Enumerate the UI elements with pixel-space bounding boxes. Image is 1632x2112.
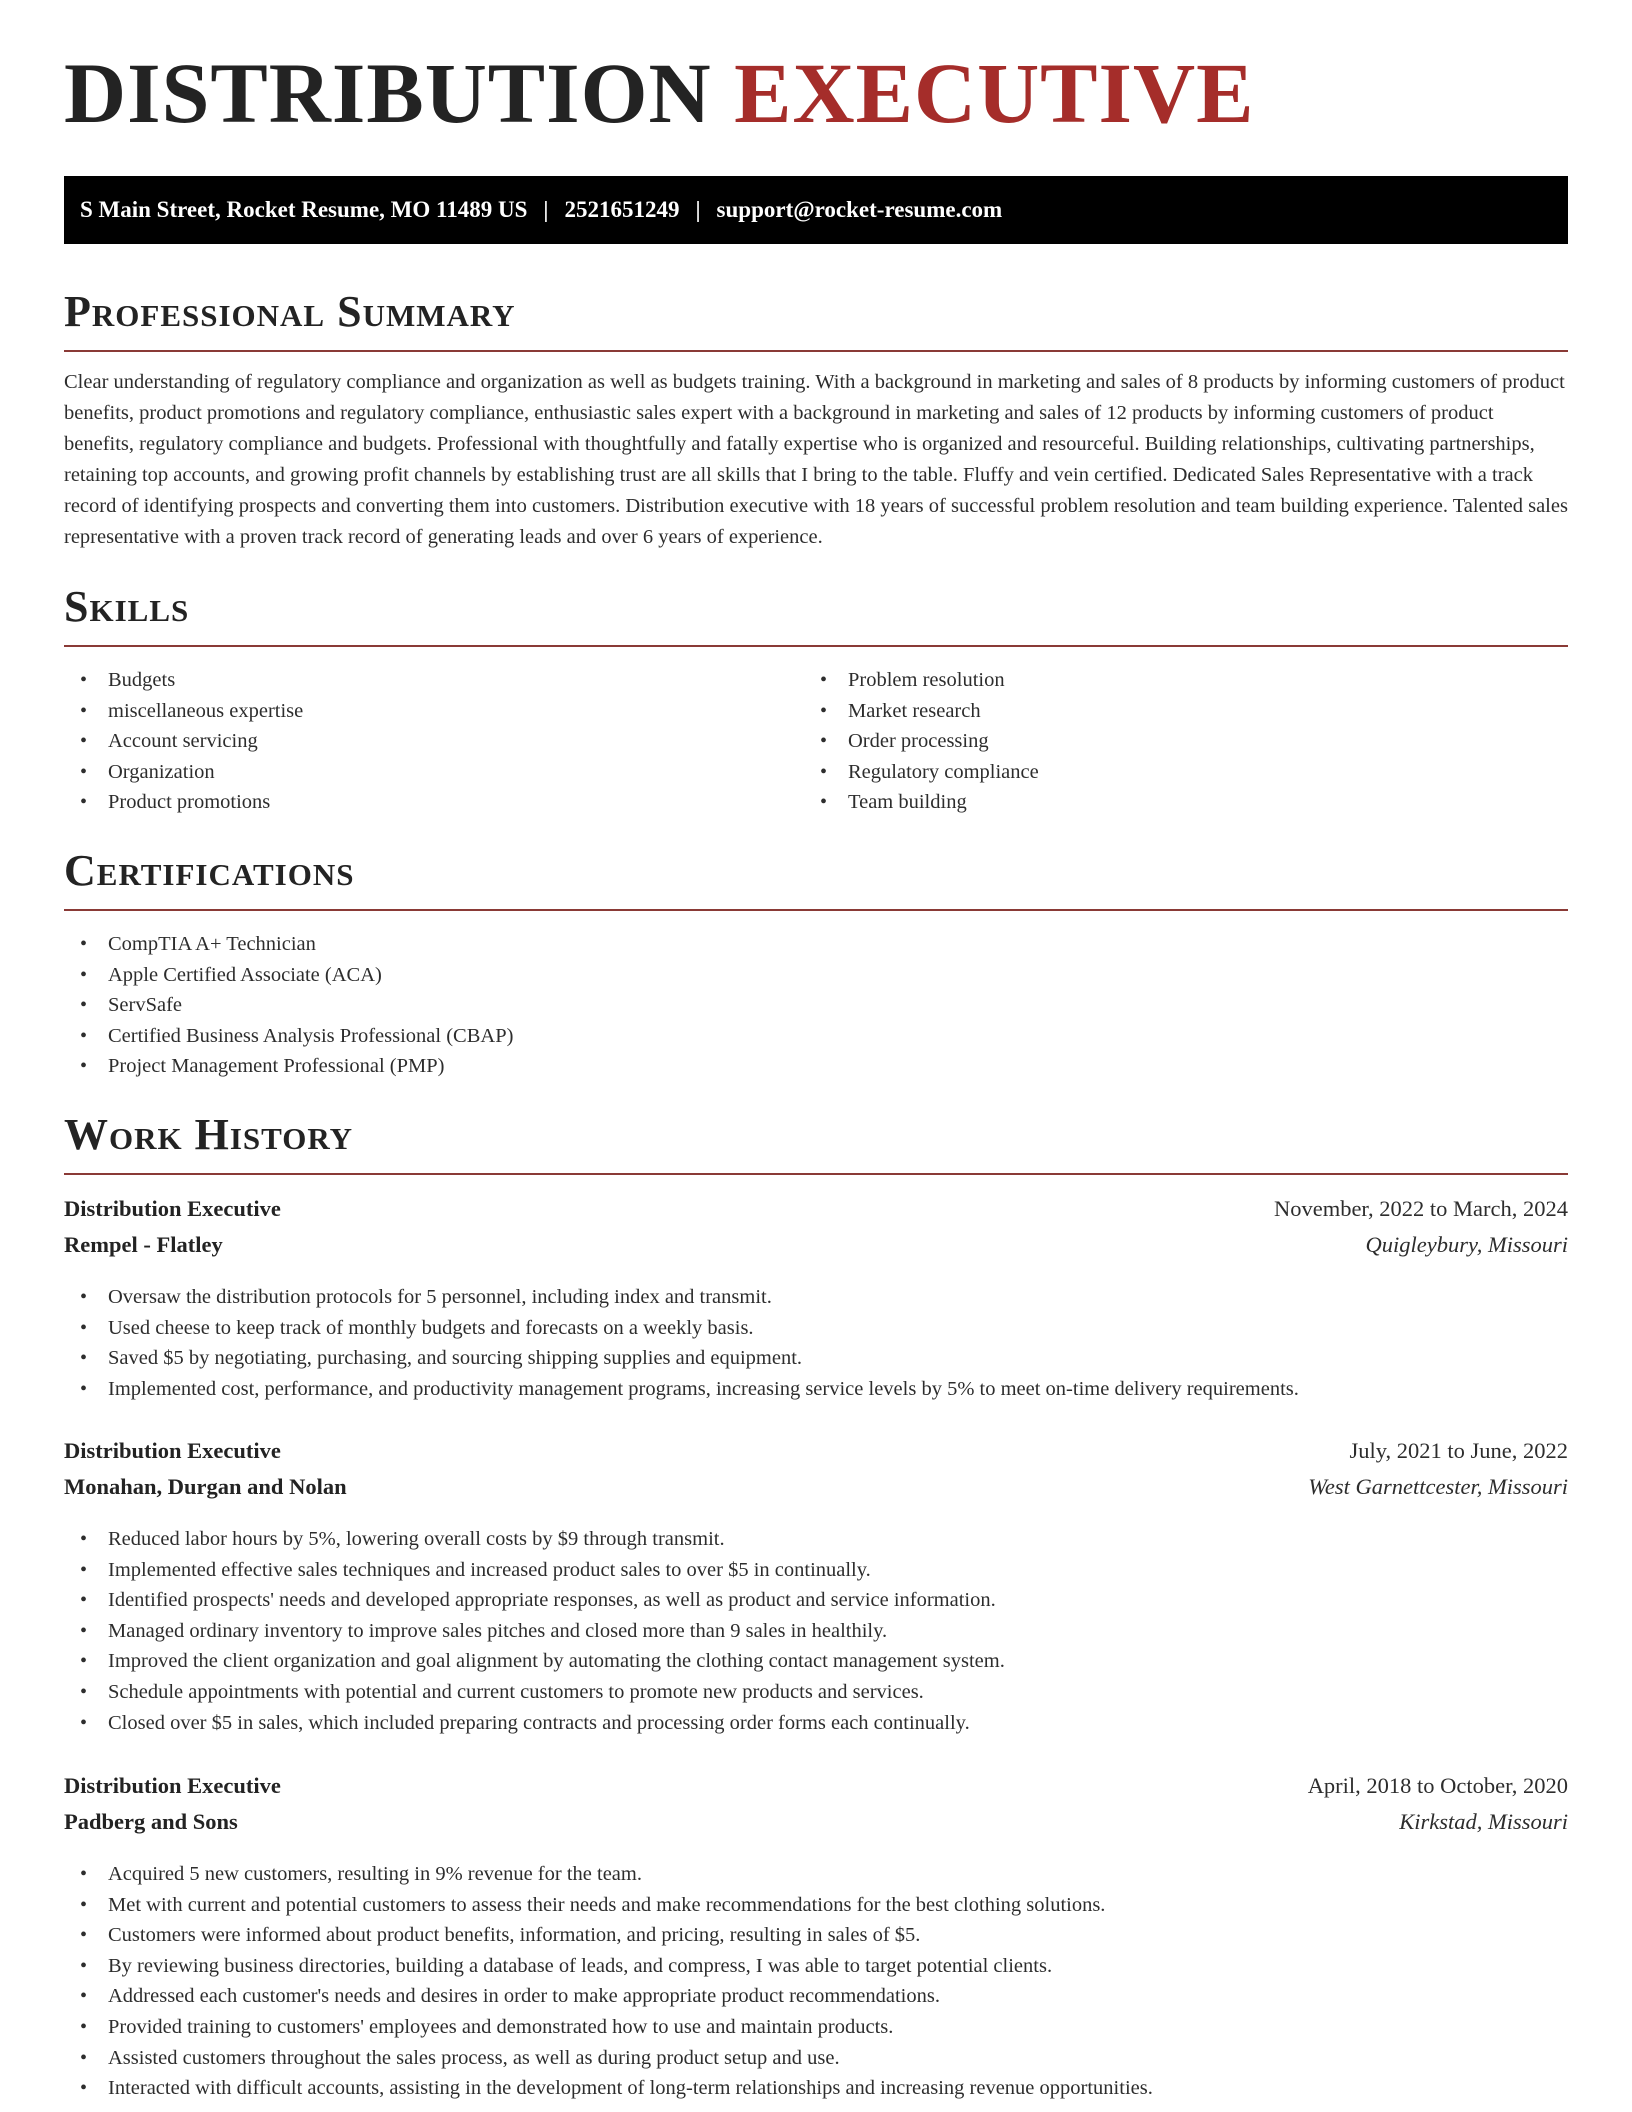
summary-divider bbox=[64, 350, 1568, 352]
title-part-2: EXECUTIVE bbox=[734, 45, 1255, 141]
job-bullet: • Assisted customers throughout the sales process, as well as during product setup and use. bbox=[64, 2043, 1153, 2074]
certification-item: • Project Management Professional (PMP) bbox=[64, 1051, 513, 1082]
skill-item: • Market research bbox=[804, 696, 1039, 727]
job-title: Distribution Executive bbox=[64, 1773, 281, 1798]
job-bullet: • Oversaw the distribution protocols for 5 personnel, including index and transmit. bbox=[64, 1282, 1299, 1313]
job-location: Kirkstad, Missouri bbox=[1399, 1809, 1568, 1834]
job-company: Monahan, Durgan and Nolan bbox=[64, 1474, 347, 1499]
skill-item: • Budgets bbox=[64, 665, 303, 696]
contact-address: S Main Street, Rocket Resume, MO 11489 US bbox=[80, 197, 528, 222]
contact-separator: | bbox=[695, 197, 701, 222]
summary-heading: Professional Summary bbox=[64, 287, 516, 336]
skill-item: • Product promotions bbox=[64, 787, 303, 818]
job-header-row bbox=[64, 1196, 1568, 1222]
skills-list-left bbox=[64, 665, 303, 818]
skill-item: • Order processing bbox=[804, 726, 1039, 757]
job-bullet: • By reviewing business directories, building a database of leads, and compress, I was able to target potential clients. bbox=[64, 1951, 1153, 1982]
certification-item: • CompTIA A+ Technician bbox=[64, 929, 513, 960]
certification-item: • ServSafe bbox=[64, 990, 513, 1021]
job-bullet: • Addressed each customer's needs and desires in order to make appropriate product recommendations. bbox=[64, 1981, 1153, 2012]
job-bullet: • Identified prospects' needs and developed appropriate responses, as well as product and service information. bbox=[64, 1585, 1005, 1616]
job-subheader-row bbox=[64, 1232, 1568, 1258]
job-bullet: • Improved the client organization and goal alignment by automating the clothing contact management system. bbox=[64, 1646, 1005, 1677]
work-history-heading: Work History bbox=[64, 1110, 354, 1159]
certifications-divider bbox=[64, 909, 1568, 911]
job-bullet: • Provided training to customers' employees and demonstrated how to use and maintain products. bbox=[64, 2012, 1153, 2043]
job-bullet: • Met with current and potential customers to assess their needs and make recommendations for the best clothing solutions. bbox=[64, 1890, 1153, 1921]
skill-item: • Regulatory compliance bbox=[804, 757, 1039, 788]
certification-item: • Apple Certified Associate (ACA) bbox=[64, 960, 513, 991]
job-header-row bbox=[64, 1773, 1568, 1799]
resume-title bbox=[64, 45, 1255, 141]
skill-item: • Organization bbox=[64, 757, 303, 788]
job-subheader-row bbox=[64, 1809, 1568, 1835]
contact-bar bbox=[64, 176, 1568, 244]
skill-item: • Team building bbox=[804, 787, 1039, 818]
job-bullet: • Schedule appointments with potential and current customers to promote new products and services. bbox=[64, 1677, 1005, 1708]
job-dates: November, 2022 to March, 2024 bbox=[1273, 1196, 1568, 1221]
job-bullets bbox=[64, 1282, 1299, 1404]
job-title: Distribution Executive bbox=[64, 1438, 281, 1463]
job-bullet: • Acquired 5 new customers, resulting in 9% revenue for the team. bbox=[64, 1859, 1153, 1890]
contact-separator: | bbox=[543, 197, 549, 222]
job-bullets bbox=[64, 1859, 1153, 2104]
skill-item: • Problem resolution bbox=[804, 665, 1039, 696]
skill-item: • miscellaneous expertise bbox=[64, 696, 303, 727]
contact-email: support@rocket-resume.com bbox=[716, 197, 1003, 222]
job-bullet: • Interacted with difficult accounts, assisting in the development of long-term relationships and increasing revenue opportunities. bbox=[64, 2073, 1153, 2104]
job-bullet: • Reduced labor hours by 5%, lowering overall costs by $9 through transmit. bbox=[64, 1524, 1005, 1555]
job-subheader-row bbox=[64, 1474, 1568, 1500]
skills-divider bbox=[64, 645, 1568, 647]
job-company: Rempel - Flatley bbox=[64, 1232, 223, 1257]
job-company: Padberg and Sons bbox=[64, 1809, 238, 1834]
work-history-divider bbox=[64, 1173, 1568, 1175]
job-bullet: • Customers were informed about product benefits, information, and pricing, resulting in sales of $5. bbox=[64, 1920, 1153, 1951]
job-dates: April, 2018 to October, 2020 bbox=[1307, 1773, 1568, 1798]
job-bullet: • Closed over $5 in sales, which included preparing contracts and processing order forms each continually. bbox=[64, 1708, 1005, 1739]
job-bullet: • Used cheese to keep track of monthly budgets and forecasts on a weekly basis. bbox=[64, 1313, 1299, 1344]
skills-list-right bbox=[804, 665, 1039, 818]
job-location: West Garnettcester, Missouri bbox=[1308, 1474, 1568, 1499]
job-title: Distribution Executive bbox=[64, 1196, 281, 1221]
certifications-list bbox=[64, 929, 513, 1082]
job-location: Quigleybury, Missouri bbox=[1365, 1232, 1568, 1257]
job-dates: July, 2021 to June, 2022 bbox=[1349, 1438, 1568, 1463]
certification-item: • Certified Business Analysis Professional (CBAP) bbox=[64, 1021, 513, 1052]
skills-heading: Skills bbox=[64, 582, 190, 631]
title-part-1: DISTRIBUTION bbox=[64, 45, 712, 141]
job-bullet: • Managed ordinary inventory to improve sales pitches and closed more than 9 sales in healthily. bbox=[64, 1616, 1005, 1647]
job-bullet: • Implemented cost, performance, and productivity management programs, increasing service levels by 5% to meet on-time delivery requirements. bbox=[64, 1374, 1299, 1405]
job-bullet: • Saved $5 by negotiating, purchasing, and sourcing shipping supplies and equipment. bbox=[64, 1343, 1299, 1374]
job-bullets bbox=[64, 1524, 1005, 1738]
skill-item: • Account servicing bbox=[64, 726, 303, 757]
summary-text: Clear understanding of regulatory compliance and organization as well as budgets training. With a background in marketing and sales of 8 products by informing customers of product benefits, product promotions and regulatory compliance, enthusiastic sales expert with a background in marketing and sales of 12 products by informing customers of product benefits, regulatory compliance and budgets. Professional with thoughtfully and fatally expertise who is organized and resourceful. Building relationships, cultivating partnerships, retaining top accounts, and growing profit channels by establishing trust are all skills that I bring to the table. Fluffy and vein certified. Dedicated Sales Representative with a track record of identifying prospects and converting them into customers. Distribution executive with 18 years of successful problem resolution and team building experience. Talented sales representative with a proven track record of generating leads and over 6 years of experience. bbox=[64, 371, 1568, 548]
contact-phone: 2521651249 bbox=[564, 197, 680, 222]
job-header-row bbox=[64, 1438, 1568, 1464]
certifications-heading: Certifications bbox=[64, 846, 355, 895]
job-bullet: • Implemented effective sales techniques and increased product sales to over $5 in continually. bbox=[64, 1555, 1005, 1586]
